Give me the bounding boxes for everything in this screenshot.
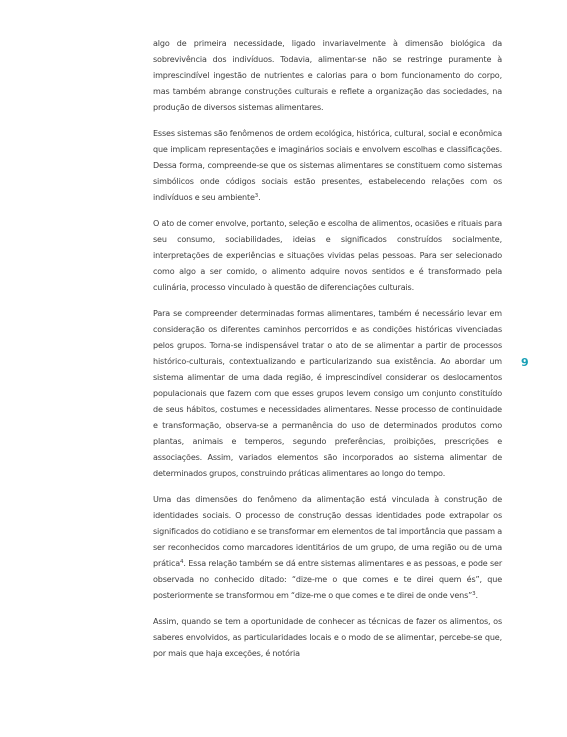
paragraph-3-text: O ato de comer envolve, portanto, seleção e escolha de alimentos, ocasiões e rituais para seu consumo, sociabilidades, ideias e significados construídos socialmente, interpretações de experiências e situações vividas pelas pessoas. Para ser selecionado como algo a ser comido, o alimento adquire novos sentidos e é transformado pela culinária, processo vinculado à questão de diferenciações culturais. — [153, 219, 502, 292]
paragraph-4 — [153, 306, 502, 482]
paragraph-5-end: . — [475, 591, 478, 600]
paragraph-1 — [153, 36, 502, 116]
paragraph-2 — [153, 126, 502, 206]
paragraph-1-text: algo de primeira necessidade, ligado invariavelmente à dimensão biológica da sobrevivência dos indivíduos. Todavia, alimentar-se não se restringe puramente à imprescindível ingestão de nutrientes e calorias para o bom funcionamento do corpo, mas também abrange construções culturais e reflete a organização das sociedades, na produção de diversos sistemas alimentares. — [153, 39, 502, 112]
paragraph-2-text: Esses sistemas são fenômenos de ordem ecológica, histórica, cultural, social e econômica que implicam representações e imaginários sociais e envolvem escolhas e classificações. Dessa forma, compreende-se que os sistemas alimentares se constituem como sistemas simbólicos onde códigos sociais estão presentes, estabelecendo relações com os indivíduos e seu ambiente — [153, 129, 502, 202]
paragraph-5-middle: . Essa relação também se dá entre sistemas alimentares e as pessoas, e pode ser observada no conhecido ditado: “dize-me o que comes e te direi quem és”, que posteriormente se transformou em “dize-me o que comes e te direi de onde vens” — [153, 559, 502, 600]
footnote-ref-4: 4 — [180, 559, 184, 565]
paragraph-6-text: Assim, quando se tem a oportunidade de conhecer as técnicas de fazer os alimentos, os saberes envolvidos, as particularidades locais e o modo de se alimentar, percebe-se que, por mais que haja exceções, é notória — [153, 617, 502, 658]
paragraph-2-end: . — [258, 193, 261, 202]
paragraph-5-text: Uma das dimensões do fenômeno da alimentação está vinculada à construção de identidades sociais. O processo de construção dessas identidades pode extrapolar os significados do cotidiano e se transformar em elementos de tal importância que passam a ser reconhecidos como marcadores identitários de um grupo, de uma região ou de uma prática — [153, 495, 502, 568]
footnote-ref-3: 3 — [254, 193, 259, 199]
paragraph-5 — [153, 492, 502, 604]
paragraph-6 — [153, 614, 502, 662]
page-number: 9 — [521, 356, 529, 369]
paragraph-3 — [153, 216, 502, 296]
footnote-ref-3b: 3 — [472, 591, 476, 597]
paragraph-4-text: Para se compreender determinadas formas alimentares, também é necessário levar em consideração os diferentes caminhos percorridos e as condições históricas vivenciadas pelos grupos. Torna-se indispensável tratar o ato de se alimentar a partir de processos histórico-culturais, contextualizando e particularizando sua existência. Ao abordar um sistema alimentar de uma dada região, é imprescindível considerar os deslocamentos populacionais que fazem com que esses grupos levem consigo um conjunto constituído de seus hábitos, costumes e necessidades alimentares. Nesse processo de continuidade e transformação, observa-se a permanência do uso de determinados produtos como plantas, animais e temperos, segundo preferências, proibições, prescrições e associações. Assim, variados elementos são incorporados ao sistema alimentar de determinados grupos, construindo práticas alimentares ao longo do tempo. — [153, 309, 502, 478]
body-text — [153, 36, 502, 672]
